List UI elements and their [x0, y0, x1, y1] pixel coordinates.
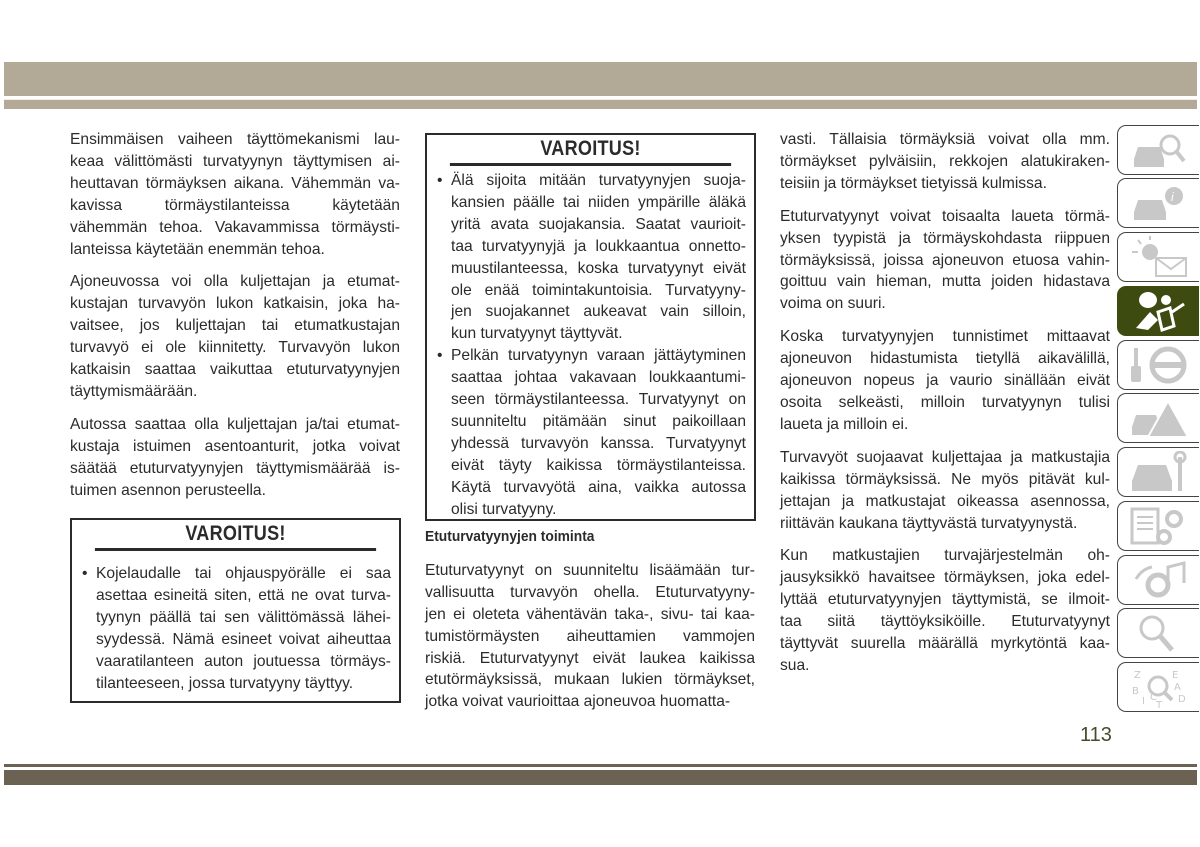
svg-text:i: i [1170, 190, 1174, 204]
page-number: 113 [1080, 724, 1112, 746]
text-line: turvavyö ei ole kiinnitetty. Turvavyön lukon [70, 339, 400, 357]
warning-box-1 [70, 518, 401, 703]
text-line: kavissa törmäystilanteissa käytetään [70, 196, 400, 214]
text-line: sua. [780, 656, 810, 674]
text-line: goittuu vain hieman, mutta joiden hidastava [780, 273, 1110, 291]
paragraph [780, 326, 1110, 436]
chapter-tab[interactable] [1117, 232, 1199, 282]
text-line: kustaja istuimen asentoanturit, jotka voivat [70, 437, 400, 455]
text-line: tuimen asennon perusteella. [70, 481, 266, 499]
car-hazard-icon [1128, 397, 1190, 439]
svg-text:A: A [1173, 682, 1181, 693]
text-line: • Pelkän turvatyynyn varaan jättäytyminen [451, 347, 746, 365]
text-line: säätää etuturvatyynyjen täyttymismäärää is- [70, 459, 400, 477]
chapter-tab[interactable] [1117, 125, 1199, 175]
warning-bullet [82, 563, 391, 694]
text-line: tumistörmäysten aiheuttamien vammojen [425, 627, 755, 645]
text-line: kun turvatyynyt täyttyvät. [451, 325, 623, 343]
text-line: vaitsee, jos kuljettajan tai etumatkustajan [70, 317, 400, 335]
header-band-stripe [4, 99, 1197, 109]
chapter-tab[interactable] [1117, 340, 1199, 390]
svg-text:D: D [1177, 694, 1186, 705]
multimedia-icon [1128, 559, 1190, 601]
svg-text:T: T [1155, 700, 1162, 708]
text-line: lyttää etuturvatyynyjen täyttymistä, se ilmoit- [780, 591, 1110, 609]
text-line: riittävän kaukana täyttyvästä turvatyynystä. [780, 514, 1078, 532]
text-line: saattaa johtaa vakavaan loukkaantumi- [451, 369, 746, 387]
chapter-tab[interactable] [1117, 178, 1199, 228]
column-3 [780, 129, 1110, 688]
text-line: • Älä sijoita mitään turvatyynyjen suoja- [451, 172, 746, 189]
column-1 [70, 129, 400, 513]
key-steering-wheel-icon [1128, 344, 1190, 386]
text-line: kustajan turvavyön lukon katkaisin, joka ha- [70, 295, 400, 313]
text-line: vasti. Tällaisia törmäyksiä voivat olla mm. [780, 131, 1110, 148]
chapter-tab[interactable] [1117, 662, 1199, 712]
warning-title: VAROITUS! [450, 135, 731, 166]
section-heading: Etuturvatyynyjen toiminta [425, 528, 595, 545]
header-band [4, 62, 1197, 96]
text-line: yksen tyypistä ja törmäyskohdasta riippuen [780, 229, 1110, 247]
text-line: törmäykset pylväisiin, rekkojen alatukiraken- [780, 152, 1110, 170]
warning-title: VAROITUS! [95, 520, 376, 551]
text-line: kansien päälle tai niiden ympärille äläkä [451, 193, 746, 211]
text-line: laueta ja milloin ei. [780, 415, 909, 433]
svg-text:I: I [1141, 696, 1145, 707]
text-line: jettajan ja matkustajat oikeassa asennossa, [780, 492, 1110, 510]
text-line: jen suojakannet aukeavat vain silloin, [451, 303, 746, 321]
text-line: seen törmäystilanteessa. Turvatyynyt on [451, 391, 746, 409]
text-line: voima on suuri. [780, 295, 886, 313]
paragraph [780, 545, 1110, 676]
text-line: Ensimmäisen vaiheen täyttömekanismi lau- [70, 131, 400, 148]
text-line: Käytä turvavyötä aina, vaikka autossa [451, 478, 746, 496]
paragraph [425, 560, 755, 713]
text-line: Etuturvatyynyt voivat toisaalta laueta törmä- [780, 207, 1110, 225]
search-icon [1128, 612, 1190, 654]
text-line: Ajoneuvossa voi olla kuljettajan ja etumat- [70, 273, 400, 291]
text-line: Autossa saattaa olla kuljettajan ja/tai etumat- [70, 415, 400, 433]
text-line: yhdessä turvavyön kanssa. Turvatyynyt [451, 434, 746, 452]
paragraph [780, 129, 1110, 195]
text-line: ajoneuvon hidastumista tietyllä aikavälillä, [780, 350, 1110, 368]
text-line: Etuturvatyynyt on suunniteltu lisäämään tur- [425, 561, 755, 579]
text-line: heuttavan törmäyksen aikana. Vähemmän va- [70, 174, 400, 192]
text-line: yritä avata suojakansia. Saatat vaurioit- [451, 215, 746, 233]
text-line: osoita selkeästi, milloin turvatyynyn tulisi [780, 393, 1110, 411]
text-line: riskiä. Etuturvatyynyt eivät laukea kaikissa [425, 649, 755, 667]
text-line: vallisuutta turvavyön ohella. Etuturvatyyny- [425, 583, 755, 601]
text-line: vaaratilanteen auton joutuessa törmäys- [96, 652, 391, 670]
text-line: jotka voivat vaurioittaa ajoneuvoa huomatta- [425, 693, 731, 711]
text-line: etutörmäyksissä, mukaan lukien törmäykset, [425, 671, 755, 689]
text-line: olisi turvatyyny. [451, 500, 557, 518]
specs-gears-icon [1128, 505, 1190, 547]
chapter-tab[interactable] [1117, 501, 1199, 551]
car-service-icon [1128, 451, 1190, 493]
text-line: vähemmän tehoa. Vakavammissa törmäysti- [70, 218, 400, 236]
text-line: ole enää toimintakuntoisia. Turvatyyny- [451, 281, 746, 299]
text-line: asettaa esineitä siten, että ne ovat turva- [96, 586, 391, 604]
svg-text:C: C [1149, 692, 1157, 703]
text-line: eivät täyty kaikissa törmäystilanteissa. [451, 456, 746, 474]
text-line: syydessä. Nämä esineet voivat aiheuttaa [96, 630, 391, 648]
warning-box-2 [425, 133, 756, 521]
text-line: • Kojelaudalle tai ohjauspyörälle ei saa [96, 565, 391, 582]
text-line: törmäyksissä, joissa ajoneuvon etuosa vahin- [780, 251, 1110, 269]
text-line: taa turvatyynyjä ja loukkaantua onnetto- [451, 237, 746, 255]
column-2 [425, 526, 755, 724]
airbag-seat-icon [1128, 290, 1190, 332]
text-line: suunniteltu pitämään sinut paikoillaan [451, 412, 746, 430]
chapter-tab[interactable] [1117, 447, 1199, 497]
paragraph [70, 271, 400, 402]
chapter-tab[interactable] [1117, 393, 1199, 443]
chapter-tab[interactable] [1117, 286, 1199, 336]
text-line: täyttyvät suurella määrällä myrkytöntä kaa- [780, 635, 1110, 653]
text-line: Kun matkustajien turvajärjestelmän oh- [780, 547, 1110, 565]
footer-band [4, 770, 1197, 785]
text-line: kaikissa törmäyksissä. Ne myös pitävät kul- [780, 470, 1110, 488]
text-line: täyttymismäärään. [70, 382, 198, 400]
text-line: tyynyn päällä tai sen välittömässä lähei- [96, 608, 391, 626]
warning-bullet [437, 170, 746, 345]
text-line: jausyksikkö havaitsee törmäyksen, joka edel- [780, 569, 1110, 587]
warning-bullet [437, 345, 746, 520]
text-line: keaa välittömästi turvatyynyn täyttymisen ai- [70, 152, 400, 170]
text-line: Koska turvatyynyjen tunnistimet mittaavat [780, 328, 1110, 346]
text-line: Turvavyöt suojaavat kuljettajaa ja matkustajia [780, 448, 1110, 466]
text-line: lanteissa käytetään enemmän tehoa. [70, 240, 325, 258]
text-line: taa siitä täyttöyksiköille. Etuturvatyynyt [780, 613, 1110, 631]
text-line: teisiin ja törmäykset tietyissä kulmissa. [780, 174, 1047, 192]
warning-light-message-icon [1128, 236, 1190, 278]
text-line: tilanteeseen, jossa turvatyyny täyttyy. [96, 674, 354, 692]
text-line: katkaisin saattaa vaikuttaa etuturvatyynyjen [70, 361, 400, 379]
car-search-icon [1128, 129, 1190, 171]
car-info-icon [1128, 182, 1190, 224]
svg-text:Z: Z [1133, 670, 1141, 681]
index-icon [1128, 666, 1190, 708]
svg-text:E: E [1171, 670, 1178, 681]
paragraph [780, 447, 1110, 535]
svg-text:B: B [1131, 686, 1139, 697]
paragraph [780, 206, 1110, 316]
text-line: ajoneuvon nopeus ja vaurio sinällään eivät [780, 372, 1110, 390]
footer-band-stripe [4, 764, 1197, 767]
chapter-tab[interactable] [1117, 555, 1199, 605]
text-line: muustilanteessa, koska turvatyynyt eivät [451, 259, 746, 277]
paragraph [70, 129, 400, 260]
text-line: jen ei oleteta vähentävän taka-, sivu- tai kaa- [425, 605, 755, 623]
paragraph [70, 414, 400, 502]
chapter-tab[interactable] [1117, 608, 1199, 658]
